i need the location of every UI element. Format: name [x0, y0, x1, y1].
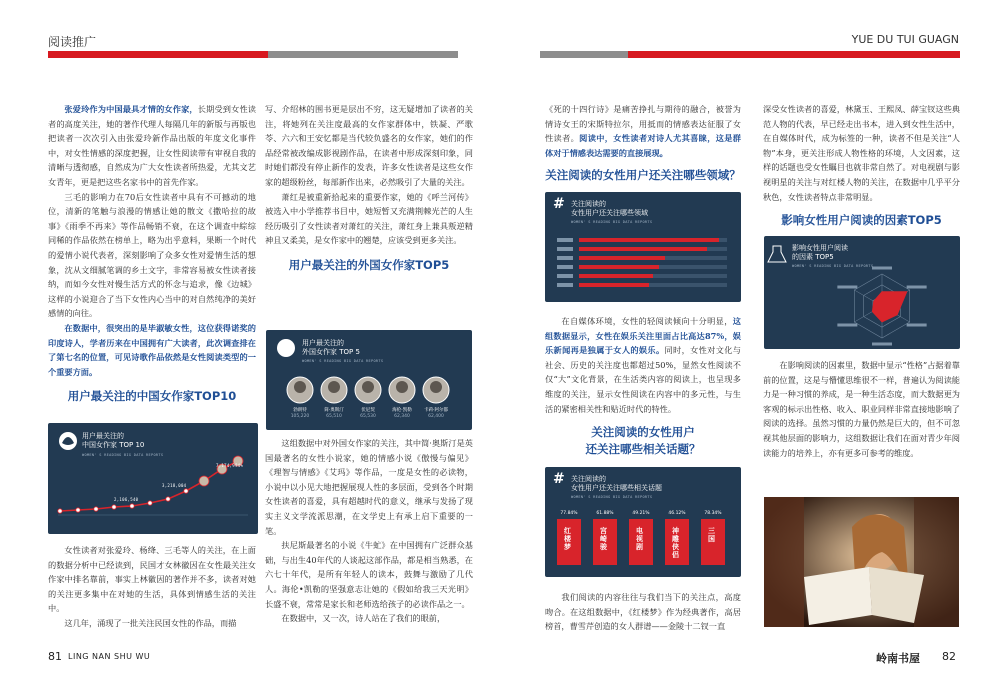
portrait-face-icon: [430, 381, 442, 393]
column-2-lower: [265, 436, 473, 626]
bar-category-label: [557, 256, 573, 260]
bar-series: [557, 238, 727, 287]
author-label: [351, 408, 385, 420]
paragraph: 扶尼斯最著名的小说《牛虻》在中国拥有广泛群众基础，与出生40年代的人谈起这部作品，都是相当熟悉，在六七十年代，是所有年轻人的读本，鼓舞与激励了几代人。海伦•凯勒的坚强意志让她的《假如给我三天光明》长盛不衰，常常是家长和老师选给孩子的必读作品之一。: [265, 540, 473, 609]
header-bar-gray-right: [540, 51, 628, 58]
topic-percent: 77.84%: [560, 511, 578, 516]
paragraph: 在自媒体环境，女性的轻阅读倾向十分明显，这组数据显示，女性在娱乐关注里面占比高达87%，娱乐新闻再是独属于女人的娱乐。同时，女性对文化与社会、历史的关注度也都超过50%，显然女性阅读不仅“大”文化背景，在生活类内容的阅读上，也呈现多维度的关注，显示女性阅读在内容中的多元性，与生活的紧密相关性和贴近时代的特性。: [545, 316, 741, 414]
author-value: 62,400: [428, 414, 444, 419]
bar-category-label: [557, 265, 573, 269]
paragraph: 深受女性读者的喜爱，林黛玉、王熙凤、薛宝钗这些典范人物的代表，早已经走出书本，进入到女性生活中，在自媒体时代，成为标签的一种，读者不但是关注“人物”本身，更关注形成人物性格的环境，人文因素，这样的话题也受女性瞩目也就非常自然了。对电视剧与影视明星的关注与对红楼人物的关注，在数据中几乎平分秋色，女性读者特点非常明显。: [763, 104, 960, 202]
column-1-lower: [48, 543, 256, 631]
bar: [579, 265, 659, 269]
paragraph: 在影响阅读的因素里，数据中显示“性格”占据着靠前的位置，这是与懵懂思维很不一样，普遍认为阅读能力是一种习惯的养成，是一种生活态度，而大数据更为客观的标示出性格、收入、职业同样非常直接地影响了阅读的选择。虽然习惯的力量仍然是巨大的，但不可忽视其他层面的影响力，这组数据让我们在面对青少年阅读能力的培养上，亦有更多可参考的维度。: [763, 360, 960, 458]
chart-panel-subtitle: WOMEN' S READING BIG DATA REPORTS: [792, 264, 874, 268]
author-label: [317, 408, 351, 420]
radar-axis-label: [837, 324, 857, 327]
author-value: 105,220: [290, 414, 310, 419]
topic-percent: 61.88%: [596, 511, 614, 516]
chart-cn-writers-top10: [48, 423, 258, 534]
author-label: [385, 408, 419, 420]
data-point: [148, 501, 152, 505]
radar-axis-label: [837, 286, 857, 289]
radar-chart: [837, 267, 926, 346]
section-title-topics-1: 关注阅读的女性用户: [591, 425, 695, 440]
author-name: 卡莉·阿尔都: [424, 408, 448, 413]
chart-reading-factors-radar: [764, 236, 960, 349]
chart-panel-title: 用户最关注的 中国女作家 TOP 10: [82, 432, 145, 449]
author-name: 简·奥斯汀: [324, 408, 344, 413]
hash-icon: #: [553, 471, 565, 487]
section-title-foreign-writers: 用户最关注的外国女作家TOP5: [288, 257, 450, 272]
section-title-fields: 关注阅读的女性用户还关注哪些领域？: [545, 168, 741, 183]
column-3-mid: [545, 314, 741, 463]
author-value: 65,510: [326, 414, 342, 419]
column-4: [763, 102, 960, 234]
author-label: [419, 408, 453, 420]
paragraph: 《死的十四行诗》是痛苦挣扎与期待的融合，被誉为情诗女王的宋斯特拉尔，用抵而的情感表达征服了女性读者。阅读中，女性读者对诗人尤其喜睐，这是群体对于情感表达需要的直接展现。: [545, 104, 741, 158]
data-point: [112, 505, 116, 509]
section-title-cn-writers: 用户最关注的中国女作家TOP10: [67, 389, 237, 404]
topic-label: 宫崎骏: [600, 527, 607, 551]
bar: [579, 238, 719, 242]
paragraph: 萧红是被重新拾起来的重要作家，她的《呼兰河传》被选入中小学推荐书目中，她短暂又充满荆棘光芒的人生经历吸引了女性读者对萧红的关注，萧红身上兼具叛逆精神且又柔美，是女作家中的翘楚，应该受到更多关注。: [265, 191, 473, 246]
data-label-max: 7,174,994%: [216, 463, 244, 468]
hash-icon: #: [553, 196, 565, 212]
section-header-left: 阅读推广: [48, 35, 97, 49]
chart-panel-title: 关注阅读的 女性用户还关注哪些相关话题: [571, 475, 662, 492]
paragraph: 我们阅读的内容往往与我们当下的关注点，高度吻合。在这组数据中，《红楼梦》作为经典著作，高居榜首，曹雪芹创造的女人群谱——金陵十二钗一直: [545, 592, 741, 632]
column-2: [265, 102, 473, 280]
author-name: 伏尼契: [361, 408, 375, 413]
author-name: 勃朗特: [293, 408, 307, 413]
footer-text-left: LING NAN SHU WU: [68, 652, 151, 661]
portrait-face-icon: [362, 381, 374, 393]
author-portraits: [287, 377, 449, 403]
portrait-face-icon: [396, 381, 408, 393]
page-number-right: 82: [942, 650, 956, 663]
column-1: [48, 102, 256, 411]
chart-panel-subtitle: WOMEN' S READING BIG DATA REPORTS: [82, 453, 164, 457]
section-title-topics-2: 还关注哪些相关话题？: [585, 442, 701, 457]
bar-category-label: [557, 247, 573, 251]
topic-percent: 46.12%: [668, 511, 686, 516]
photo-woman-reading: [764, 497, 959, 627]
woman-silhouette-icon: [277, 339, 295, 357]
paragraph: 在数据中，又一次，诗人站在了我们的眼前，: [281, 613, 446, 624]
topic-label: 红楼梦: [564, 527, 571, 551]
chart-panel-subtitle: WOMEN' S READING BIG DATA REPORTS: [571, 220, 653, 224]
column-4-lower: [763, 358, 960, 460]
bar-category-label: [557, 283, 573, 287]
data-point: [199, 476, 209, 486]
header-bar-gray-left: [268, 51, 458, 58]
topic-percent: 78.34%: [704, 511, 722, 516]
chart-cn-writers-svg: [48, 423, 258, 534]
bar-category-label: [557, 274, 573, 278]
paragraph: 这组数据中对外国女作家的关注，其中简·奥斯汀是英国最著名的女性小说家，她的情感小说《傲慢与偏见》《理智与情感》《艾玛》等作品，一度是女性的必读物，小说中以小见大地把握展现人性的多层面，受到各个时期女性读者的喜爱，具有超越时代的意义，继承与发扬了现实主义文学流派思潮，在文学史上有承上启下重要的一笔。: [265, 438, 473, 536]
chart-panel-title: 用户最关注的 外国女作家 TOP 5: [302, 339, 360, 356]
portrait-face-icon: [328, 381, 340, 393]
section-title-factors: 影响女性用户阅读的因素TOP5: [781, 213, 942, 228]
chart-foreign-writers-top5: [266, 330, 472, 430]
topic-label: 三国: [708, 527, 715, 543]
data-point: [94, 507, 98, 511]
chart-related-topics: [545, 467, 741, 577]
column-3: [545, 102, 741, 189]
topic-percent: 49.21%: [632, 511, 650, 516]
flask-icon: [768, 246, 786, 262]
data-label-mid: 3,218,004: [162, 483, 187, 488]
chart-panel-subtitle: WOMEN' S READING BIG DATA REPORTS: [571, 495, 653, 499]
section-header-right: YUE DU TUI GUAGN: [851, 33, 959, 46]
author-name: 海伦·凯勒: [392, 408, 412, 413]
header-bar-red-right: [628, 51, 960, 58]
paragraph: 女性读者对张爱玲、杨绛、三毛等人的关注，在上面的数据分析中已经读到，民国才女林徽因在女性最关注女作家中排名靠前，事实上林徽因的著作并不多，读者对她的关注更多集中在对她的生活，具体到情感生活的关注中。: [48, 545, 256, 614]
footer-brand-right: 岭南书屋: [876, 652, 920, 665]
paragraph: 这几年，涌现了一批关注民国女性的作品，而描: [64, 617, 237, 628]
data-point: [166, 497, 170, 501]
paragraph-highlight: 在数据中，很突出的是毕淑敏女性，这位获得诺奖的印度诗人，学者历来在中国拥有广大读者，此次调查排在了第七名的位置，可见诗歌作品依然是女性阅读类型的一个重要方面。: [48, 322, 256, 377]
paragraph: 张爱玲作为中国最具才情的女作家，长期受到女性读者的高度关注，她的著作代理人每隔几年的新版与再版也把读者一次次引入由张爱玲新作品出版的年度文化事件中，对女性情感的深度把握，让女性阅读带有审视自我的清晰与透彻感，自然成为广大女性读者所热爱，尤其文艺女青年，更是把这些名家书中的首先作家。: [48, 104, 256, 187]
topic-label: 电视剧: [636, 527, 643, 551]
author-label: [283, 408, 317, 420]
bar: [579, 247, 707, 251]
author-value: 65,530: [360, 414, 376, 419]
chart-related-fields: [545, 192, 741, 302]
radar-axis-label: [907, 286, 927, 289]
author-value: 62,340: [394, 414, 410, 419]
data-point: [130, 504, 134, 508]
bar: [579, 256, 665, 260]
bar: [579, 274, 653, 278]
bar: [579, 283, 649, 287]
column-3-lower: [545, 590, 741, 634]
data-point: [58, 509, 62, 513]
chart-panel-title: 关注阅读的 女性用户还关注哪些领域: [571, 200, 648, 217]
header-bar-red-left: [48, 51, 268, 58]
topic-label: 神雕侠侣: [672, 527, 679, 559]
radar-axis-label: [907, 324, 927, 327]
portrait-face-icon: [294, 381, 306, 393]
chart-panel-subtitle: WOMEN' S READING BIG DATA REPORTS: [302, 359, 384, 363]
page-number-left: 81: [48, 650, 62, 663]
data-label-low: 2,106,540: [114, 497, 139, 502]
data-point: [184, 489, 188, 493]
radar-axis-label: [872, 343, 892, 346]
paragraph: 三毛的影响力在70后女性读者中具有不可撼动的地位，清新的笔触与浪漫的情感让她的散文《撒哈拉的故事》《雨季不再来》等作品畅销不衰，在这个调查中綜综同稀的作品依然在榜单上，略为出乎意料，果断一个时代的爱情小说代表者，深刻影响了众多女性对爱情生活的想象，沈从文细腻笔调的乡土文字，非常容易被女性读者接纳，而如今女性对慢生活方式的怀念与追求，像《边城》这样的小说迎合了当下女性内心当中的对自然纯净的美好感情的向往。: [48, 191, 256, 319]
data-point: [76, 508, 80, 512]
chart-panel-title: 影响女性用户阅读 的因素 TOP5: [792, 244, 848, 261]
paragraph: 写、介绍林的围书更是层出不穷，这无疑增加了读者的关注，将她列在关注度最高的女作家群体中，铁凝、严歌苓、六六和王安忆都是当代较负盛名的女作家，她们的作品经常被改编成影视剧作品，在读者中形成深刻印象，同时她们都没有停止新作的发表，许多女性读者是这些女作家的超级粉丝，每部新作出来，必然吸引了大量的关注。: [265, 104, 473, 187]
bar-category-label: [557, 238, 573, 242]
radar-axis-label: [872, 267, 892, 270]
